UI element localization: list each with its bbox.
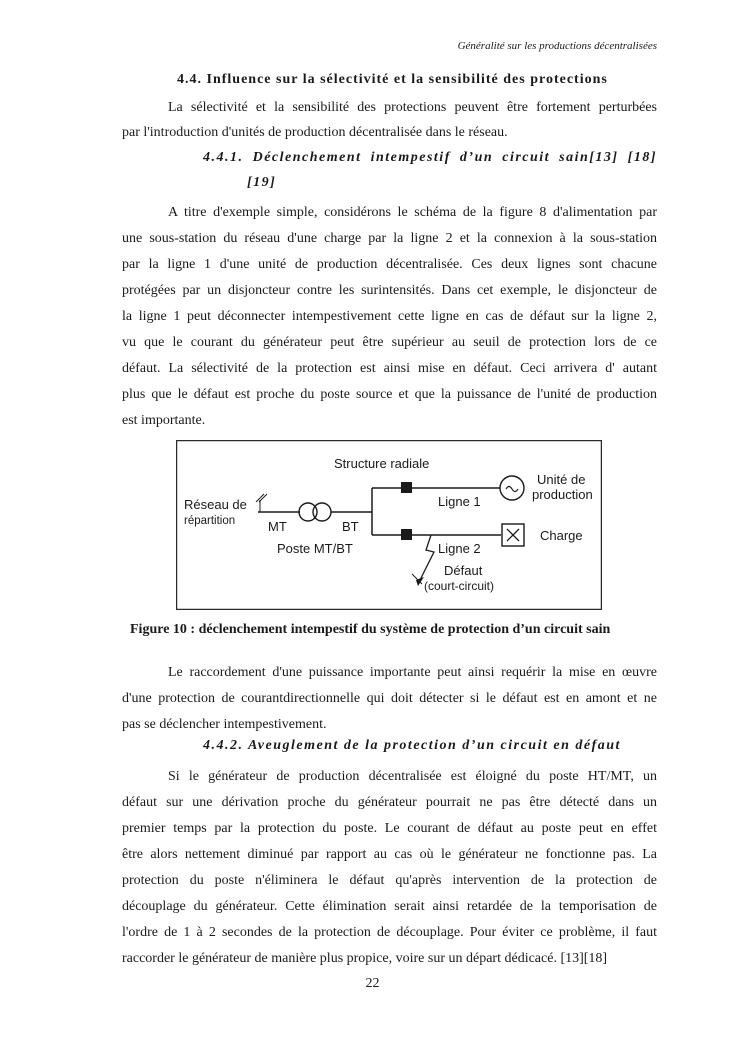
section-4-4-1-title: 4.4.1. Déclenchement intempestif d’un circuit sain[13] [18] xyxy=(203,150,657,165)
paragraph-line: d'une protection de courantdirectionnelle qui doit détecter si le défaut est en amont et ne xyxy=(122,691,657,706)
label-unite: production xyxy=(532,487,593,502)
paragraph-line: défaut. La sélectivité de la protection est ainsi mise en défaut. Ceci arrivera d' autant xyxy=(122,361,657,376)
paragraph-line: une sous-station du réseau d'une charge par la ligne 2 et la connexion à la sous-station xyxy=(122,231,657,246)
paragraph-line: être alors nettement diminué par rapport au cas où le générateur ne fonctionne pas. La xyxy=(122,847,657,862)
paragraph-line: pas se déclencher intempestivement. xyxy=(122,717,327,732)
label-charge: Charge xyxy=(540,528,583,543)
label-structure: Structure radiale xyxy=(334,456,430,471)
section-4-4-1-title-cont: [19] xyxy=(247,175,277,190)
breaker-ligne1-icon xyxy=(401,482,412,493)
load-icon xyxy=(502,524,524,546)
label-reseau: répartition xyxy=(184,515,236,527)
section-4-4-2-title: 4.4.2. Aveuglement de la protection d’un circuit en défaut xyxy=(203,738,621,753)
protection-diagram xyxy=(176,440,602,610)
figure-caption: Figure 10 : déclenchement intempestif du système de protection d’un circuit sain xyxy=(130,622,611,637)
label-reseau: Réseau de xyxy=(184,497,247,512)
paragraph-line: par la ligne 1 d'une unité de production décentralisée. Ces deux lignes sont chacune xyxy=(122,257,657,272)
label-ligne1: Ligne 1 xyxy=(438,494,481,509)
paragraph-line: vu que le courant du générateur peut être supérieur au seuil de protection lors de ce xyxy=(122,335,657,350)
paragraph-line: plus que le défaut est proche du poste source et que la puissance de l'unité de production xyxy=(122,387,657,402)
paragraph-line: premier temps par la protection du poste. Le courant de défaut au poste peut en effet xyxy=(122,821,657,836)
label-defaut: Défaut xyxy=(444,563,483,578)
label-mt: MT xyxy=(268,519,287,534)
section-4-4-title: 4.4. Influence sur la sélectivité et la sensibilité des protections xyxy=(177,72,608,87)
paragraph-line: découplage du générateur. Cette élimination serait ainsi retardée de la temporisation de xyxy=(122,899,657,914)
label-bt: BT xyxy=(342,519,359,534)
paragraph-line: Si le générateur de production décentralisée est éloigné du poste HT/MT, un xyxy=(168,769,657,784)
paragraph-line: est importante. xyxy=(122,413,206,428)
intro-line: par l'introduction d'unités de production décentralisée dans le réseau. xyxy=(122,125,508,140)
label-poste: Poste MT/BT xyxy=(277,541,353,556)
paragraph-line: la ligne 1 peut déconnecter intempestivement cette ligne en cas de défaut sur la ligne 2, xyxy=(122,309,657,324)
paragraph-line: Le raccordement d'une puissance importante peut ainsi requérir la mise en œuvre xyxy=(168,665,657,680)
label-ligne2: Ligne 2 xyxy=(438,541,481,556)
running-header: Généralité sur les productions décentralisées xyxy=(457,40,657,52)
paragraph-line: l'ordre de 1 à 2 secondes de la protection de découplage. Pour éviter ce problème, il faut xyxy=(122,925,657,940)
paragraph-line: protégées par un disjoncteur contre les surintensités. Dans cet exemple, le disjoncteur de xyxy=(122,283,657,298)
label-defaut: (court-circuit) xyxy=(424,579,495,593)
page-number: 22 xyxy=(365,976,380,991)
generator-icon xyxy=(500,476,524,500)
breaker-ligne2-icon xyxy=(401,529,412,540)
label-unite: Unité de xyxy=(537,472,586,487)
paragraph-line: A titre d'exemple simple, considérons le schéma de la figure 8 d'alimentation par xyxy=(168,205,657,220)
paragraph-line: raccorder le générateur de manière plus propice, voire sur un départ dédicacé. [13][18] xyxy=(122,951,608,966)
intro-line: La sélectivité et la sensibilité des protections peuvent être fortement perturbées xyxy=(168,100,657,115)
paragraph-line: défaut sur une dérivation proche du générateur pourrait ne pas être détecté dans un xyxy=(122,795,657,810)
paragraph-line: protection du poste n'éliminera le défaut qu'après intervention de la protection de xyxy=(122,873,657,888)
